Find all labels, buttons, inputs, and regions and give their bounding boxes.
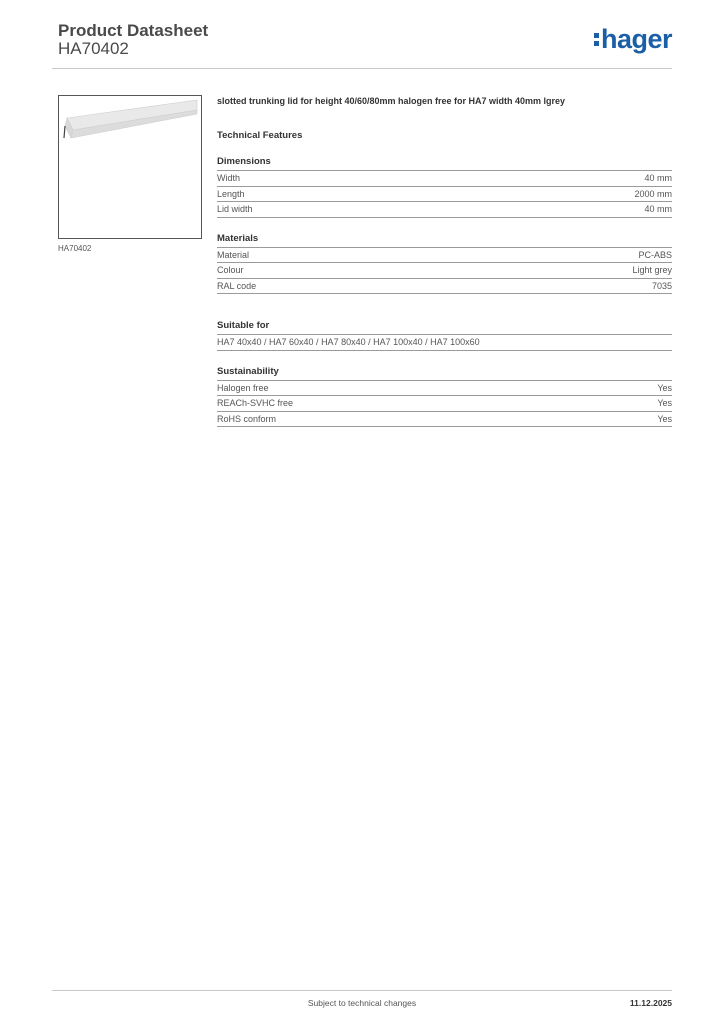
logo-dots-icon — [594, 33, 599, 46]
row-value: PC-ABS — [638, 249, 672, 260]
logo-text: hager — [600, 24, 672, 54]
row-label: Width — [217, 173, 241, 183]
table-row — [217, 262, 672, 278]
table-row — [217, 395, 672, 411]
product-image — [58, 95, 202, 239]
footer-date: 11.12.2025 — [629, 998, 672, 1008]
row-label: Colour — [217, 265, 244, 275]
row-label: Lid width — [217, 204, 253, 214]
image-caption: HA70402 — [58, 244, 92, 253]
row-label: REACh-SVHC free — [217, 398, 294, 408]
table-row — [217, 186, 672, 202]
footer-note: Subject to technical changes — [307, 998, 417, 1008]
technical-content — [217, 96, 672, 427]
suitable-for-text: HA7 40x40 / HA7 60x40 / HA7 80x40 / HA7 100x40 / HA7 100x60 — [217, 334, 672, 351]
row-value: Yes — [657, 382, 672, 393]
row-label: RAL code — [217, 280, 257, 291]
suitable-for-heading: Suitable for — [217, 320, 270, 331]
product-description: slotted trunking lid for height 40/60/80mm halogen free for HA7 width 40mm lgrey — [217, 96, 566, 106]
materials-table — [217, 247, 672, 295]
dimensions-table — [217, 170, 672, 218]
row-label: Material — [217, 249, 250, 260]
row-value: 40 mm — [644, 173, 672, 183]
row-value: 2000 mm — [634, 188, 672, 199]
table-row — [217, 201, 672, 218]
table-row — [217, 247, 672, 263]
table-row — [217, 411, 672, 428]
dimensions-heading: Dimensions — [217, 156, 271, 167]
row-value: Yes — [657, 413, 672, 424]
hager-logo — [594, 26, 672, 53]
table-row — [217, 380, 672, 396]
footer-divider — [52, 990, 672, 991]
materials-heading: Materials — [217, 232, 259, 244]
technical-features-heading: Technical Features — [217, 130, 303, 141]
header-divider — [52, 68, 672, 69]
row-value: Yes — [657, 398, 672, 408]
row-value: 40 mm — [644, 204, 672, 214]
product-code: HA70402 — [58, 39, 129, 58]
row-value: Light grey — [632, 265, 672, 275]
sustainability-table — [217, 380, 672, 428]
row-label: RoHS conform — [217, 413, 277, 424]
row-label: Halogen free — [217, 382, 269, 393]
table-row — [217, 170, 672, 186]
row-value: 7035 — [651, 280, 672, 291]
sustainability-heading: Sustainability — [217, 365, 279, 377]
trunking-lid-icon — [59, 96, 201, 238]
table-row — [217, 278, 672, 295]
row-label: Length — [217, 188, 245, 199]
page-title: Product Datasheet — [58, 21, 209, 40]
